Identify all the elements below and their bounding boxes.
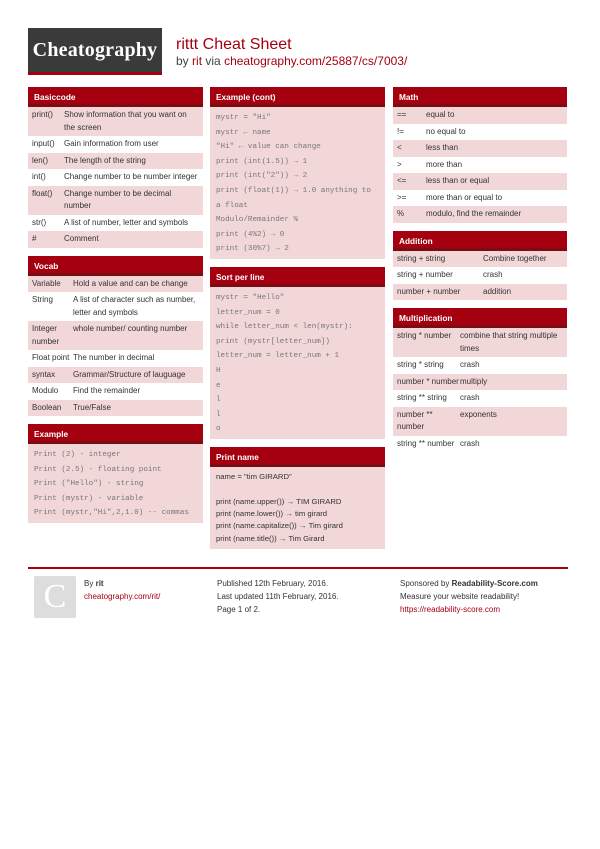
code-line: mystr = "Hello" bbox=[216, 293, 285, 302]
row-key: <= bbox=[397, 176, 407, 185]
row-key: string * string bbox=[397, 360, 444, 369]
column-2 bbox=[210, 87, 385, 557]
footer-by-label: By bbox=[84, 579, 94, 588]
section-header: Print name bbox=[210, 447, 385, 467]
table-row bbox=[393, 436, 567, 453]
code-line: a float bbox=[216, 201, 248, 210]
row-value: True/False bbox=[73, 402, 111, 412]
code-line: letter_num = 0 bbox=[216, 308, 280, 317]
row-key: string * number bbox=[397, 331, 452, 340]
row-key: % bbox=[397, 209, 405, 218]
footer-author bbox=[84, 577, 160, 603]
table-row bbox=[393, 407, 567, 436]
section-header: Math bbox=[393, 87, 567, 107]
table-row bbox=[393, 140, 567, 157]
row-value: addition bbox=[483, 286, 512, 296]
code-line: while letter_num < len(mystr): bbox=[216, 323, 353, 332]
published-date: Published 12th February, 2016. bbox=[217, 579, 329, 588]
table-row bbox=[393, 328, 567, 357]
code-line: l bbox=[216, 396, 221, 405]
row-value: Find the remainder bbox=[73, 386, 141, 395]
updated-date: Last updated 11th February, 2016. bbox=[217, 592, 339, 601]
table-row bbox=[28, 276, 203, 293]
row-value: crash bbox=[460, 360, 480, 369]
sort-code bbox=[210, 287, 385, 439]
code-line: Modulo/Remainder % bbox=[216, 216, 299, 225]
sponsor-name[interactable]: Readability-Score.com bbox=[451, 579, 538, 588]
footer-author-url[interactable]: cheatography.com/rit/ bbox=[84, 592, 161, 601]
table-row bbox=[28, 321, 203, 350]
row-value: Change number to be number integer bbox=[64, 172, 198, 181]
table-row bbox=[28, 215, 203, 232]
table-row bbox=[28, 169, 203, 186]
row-key: int() bbox=[32, 172, 46, 181]
code-line: "Hi" ← value can change bbox=[216, 143, 321, 152]
basiccode-table bbox=[28, 107, 203, 248]
table-row bbox=[28, 350, 203, 367]
row-key: str() bbox=[32, 217, 47, 227]
via-label: via bbox=[205, 54, 221, 68]
table-row bbox=[28, 383, 203, 400]
row-key: input() bbox=[32, 139, 55, 148]
code-line: H bbox=[216, 366, 221, 375]
sponsor-prefix: Sponsored by bbox=[400, 579, 450, 588]
table-row bbox=[393, 357, 567, 374]
code-line: e bbox=[216, 381, 221, 390]
text-line: print (name.upper()) → TIM GIRARD bbox=[216, 496, 342, 506]
code-line: Print (2) - integer bbox=[34, 451, 121, 459]
code-line: l bbox=[216, 410, 221, 419]
text-line: print (name.capitalize()) → Tim girard bbox=[216, 521, 343, 531]
table-row bbox=[393, 251, 567, 268]
row-value: Change number to be decimal number bbox=[64, 188, 172, 210]
text-line: print (name.lower()) → tim girard bbox=[216, 509, 328, 519]
example-cont-code bbox=[210, 107, 385, 259]
row-key: string + string bbox=[397, 253, 446, 263]
row-key: float() bbox=[32, 188, 53, 198]
table-row bbox=[28, 292, 203, 321]
example-section bbox=[28, 424, 203, 523]
code-line: print (int("2")) → 2 bbox=[216, 172, 308, 181]
footer-dates bbox=[217, 577, 339, 616]
row-value: A list of character such as number, letter and symbols bbox=[73, 295, 196, 317]
author-link[interactable]: rit bbox=[192, 54, 203, 68]
column-1 bbox=[28, 87, 203, 531]
table-row bbox=[393, 173, 567, 190]
row-key: number + number bbox=[397, 286, 461, 296]
row-key: == bbox=[397, 110, 407, 119]
row-key: < bbox=[397, 143, 402, 152]
row-key: Integer number bbox=[32, 324, 60, 346]
row-value: A list of number, letter and symbols bbox=[64, 217, 189, 227]
section-header: Vocab bbox=[28, 256, 203, 276]
author-avatar: C bbox=[34, 576, 76, 618]
row-value: Show information that you want on the screen bbox=[64, 110, 187, 132]
row-value: crash bbox=[483, 270, 503, 279]
row-value: The length of the string bbox=[64, 155, 146, 165]
row-key: print() bbox=[32, 110, 53, 119]
row-key: # bbox=[32, 234, 37, 243]
print-name-content bbox=[210, 467, 385, 549]
row-key: > bbox=[397, 159, 402, 169]
table-row bbox=[28, 107, 203, 136]
code-line: Print (mystr,"Hi",2,1.0) -- commas bbox=[34, 509, 189, 518]
code-line: Print (mystr) - variable bbox=[34, 494, 144, 503]
table-row bbox=[393, 374, 567, 391]
code-line: print (int(1.5)) → 1 bbox=[216, 157, 308, 166]
row-value: multiply bbox=[460, 376, 488, 386]
code-line: print (mystr[letter_num]) bbox=[216, 337, 330, 346]
page-count: Page 1 of 2. bbox=[217, 605, 261, 614]
row-key: >= bbox=[397, 192, 407, 202]
row-value: Hold a value and can be change bbox=[73, 278, 188, 288]
row-key: number ** number bbox=[397, 409, 433, 431]
table-row bbox=[393, 107, 567, 124]
row-value: crash bbox=[460, 393, 480, 402]
row-value: Combine together bbox=[483, 253, 547, 263]
addition-section bbox=[393, 231, 567, 301]
row-value: exponents bbox=[460, 409, 497, 419]
row-key: string + number bbox=[397, 270, 453, 279]
section-header: Example (cont) bbox=[210, 87, 385, 107]
footer-divider bbox=[28, 567, 568, 569]
multiplication-section bbox=[393, 308, 567, 452]
row-value: whole number/ counting number bbox=[73, 324, 188, 333]
table-row bbox=[393, 157, 567, 174]
row-key: != bbox=[397, 126, 404, 136]
row-value: more than bbox=[426, 159, 463, 169]
row-key: string ** number bbox=[397, 438, 455, 448]
row-value: Comment bbox=[64, 234, 99, 243]
code-line: print (30%7) → 2 bbox=[216, 245, 289, 254]
cheatography-logo[interactable]: Cheatography bbox=[28, 28, 162, 72]
row-key: Variable bbox=[32, 278, 61, 288]
code-line: mystr ← name bbox=[216, 128, 271, 137]
table-row bbox=[393, 206, 567, 223]
basiccode-section bbox=[28, 87, 203, 248]
math-table bbox=[393, 107, 567, 223]
table-row bbox=[28, 367, 203, 384]
page-subtitle bbox=[176, 54, 407, 68]
table-row bbox=[28, 231, 203, 248]
row-value: less than or equal bbox=[426, 176, 490, 185]
table-row bbox=[28, 136, 203, 153]
example-code bbox=[28, 444, 203, 523]
section-header: Basiccode bbox=[28, 87, 203, 107]
sort-section bbox=[210, 267, 385, 439]
vocab-table bbox=[28, 276, 203, 417]
row-value: more than or equal to bbox=[426, 192, 503, 202]
section-header: Example bbox=[28, 424, 203, 444]
text-line: name = "tim GIRARD" bbox=[216, 471, 292, 481]
row-key: Float point bbox=[32, 353, 70, 362]
row-value: combine that string multiple times bbox=[460, 331, 558, 353]
row-key: string ** string bbox=[397, 393, 447, 402]
code-line: letter_num = letter_num + 1 bbox=[216, 352, 340, 361]
vocab-section bbox=[28, 256, 203, 417]
table-row bbox=[28, 186, 203, 215]
row-value: The number in decimal bbox=[73, 353, 155, 362]
code-line: Print (2.5) - floating point bbox=[34, 465, 162, 474]
print-name-section bbox=[210, 447, 385, 549]
row-value: crash bbox=[460, 438, 480, 448]
code-line: Print ("Hello") - string bbox=[34, 480, 144, 489]
row-key: len() bbox=[32, 155, 49, 165]
multiplication-table bbox=[393, 328, 567, 452]
section-header: Addition bbox=[393, 231, 567, 251]
by-label: by bbox=[176, 54, 189, 68]
math-section bbox=[393, 87, 567, 223]
table-row bbox=[28, 153, 203, 170]
page-title: rittt Cheat Sheet bbox=[176, 36, 292, 53]
code-line: o bbox=[216, 425, 221, 434]
table-row bbox=[393, 124, 567, 141]
row-key: number * number bbox=[397, 376, 459, 386]
table-row bbox=[28, 400, 203, 417]
code-line: print (4%2) → 0 bbox=[216, 230, 285, 239]
example-cont-section bbox=[210, 87, 385, 259]
table-row bbox=[393, 284, 567, 301]
table-row bbox=[393, 267, 567, 284]
code-line: print (float(1)) → 1.0 anything to bbox=[216, 186, 371, 195]
row-key: Modulo bbox=[32, 386, 59, 395]
text-line bbox=[216, 483, 379, 495]
row-value: less than bbox=[426, 143, 459, 152]
text-line: print (name.title()) → Tim Girard bbox=[216, 533, 325, 543]
row-value: modulo, find the remainder bbox=[426, 209, 522, 218]
section-header: Sort per line bbox=[210, 267, 385, 287]
footer-sponsor bbox=[400, 577, 538, 616]
row-key: syntax bbox=[32, 369, 56, 379]
code-line: mystr = "Hi" bbox=[216, 114, 271, 122]
table-row bbox=[393, 390, 567, 407]
column-3 bbox=[393, 87, 567, 460]
row-value: Gain information from user bbox=[64, 139, 159, 148]
footer-author-name[interactable]: rit bbox=[95, 579, 104, 588]
row-key: String bbox=[32, 295, 53, 304]
row-value: Grammar/Structure of lauguage bbox=[73, 369, 186, 379]
row-key: Boolean bbox=[32, 402, 62, 412]
sponsor-text: Measure your website readability! bbox=[400, 592, 520, 601]
section-header: Multiplication bbox=[393, 308, 567, 328]
row-value: equal to bbox=[426, 110, 455, 119]
sheet-url-link[interactable]: cheatography.com/25887/cs/7003/ bbox=[224, 54, 408, 68]
row-value: no equal to bbox=[426, 126, 466, 136]
sponsor-url[interactable]: https://readability-score.com bbox=[400, 605, 501, 614]
addition-table bbox=[393, 251, 567, 301]
table-row bbox=[393, 190, 567, 207]
